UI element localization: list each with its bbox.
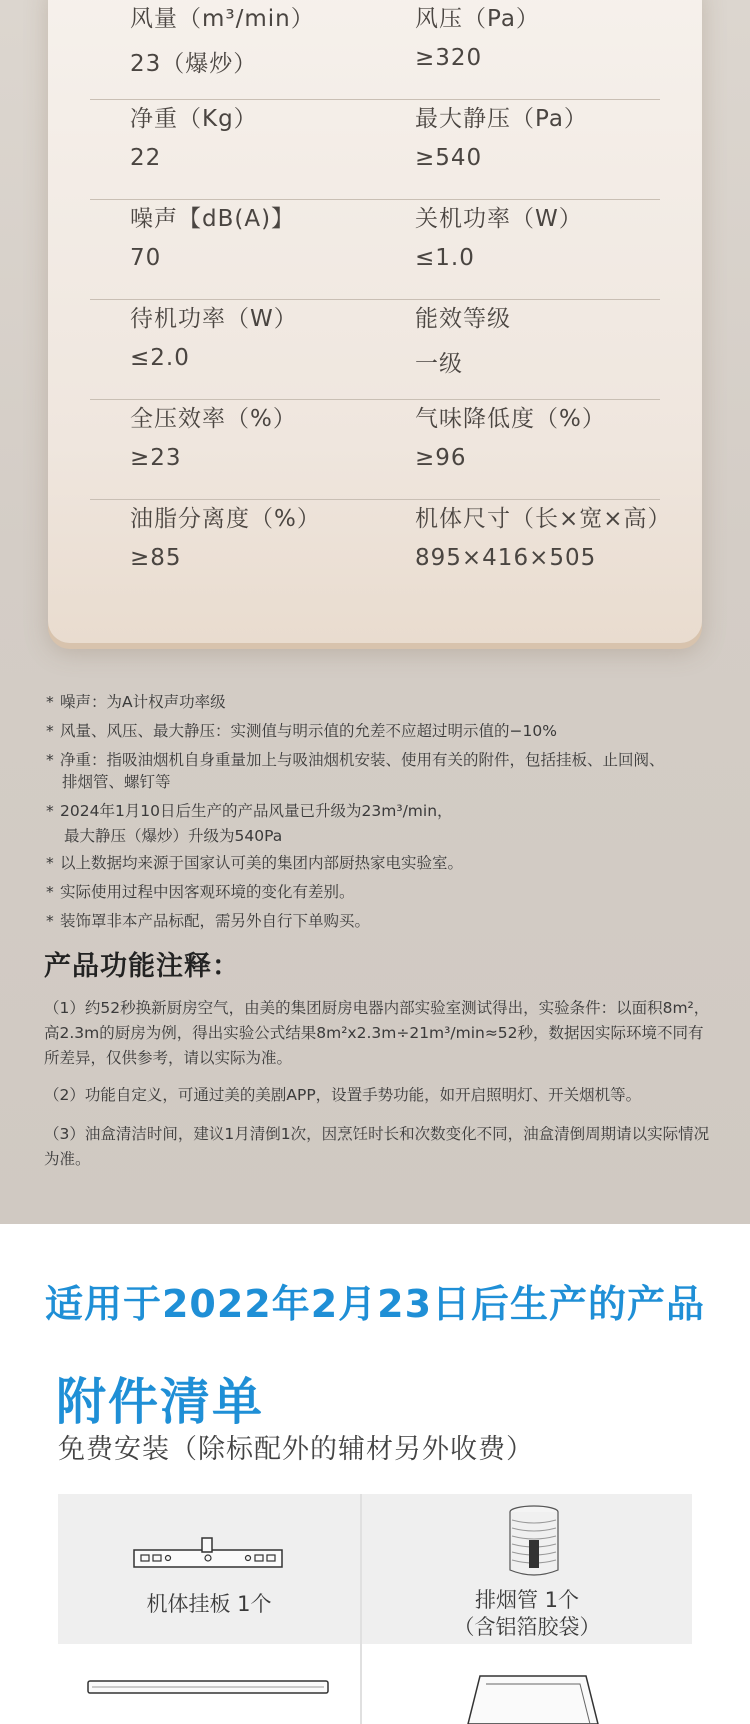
spec-value: ≥23 — [130, 445, 182, 471]
footnote: * 风量、风压、最大静压：实测值与明示值的允差不应超过明示值的−10% — [46, 722, 557, 740]
footnote: * 实际使用过程中因客观环境的变化有差别。 — [46, 883, 355, 901]
spec-label: 油脂分离度（%） — [130, 506, 321, 532]
spec-label: 净重（Kg） — [130, 106, 258, 132]
spec-value: ≥540 — [415, 145, 483, 171]
spec-label: 全压效率（%） — [130, 406, 297, 432]
spec-card — [48, 0, 702, 643]
strip-bar-icon — [58, 1654, 360, 1724]
function-note: （3）油盒清洁时间，建议1月清倒1次，因烹饪时长和次数变化不同，油盒清倒周期请以实际情况为准。 — [44, 1125, 710, 1168]
footnote-continued: 最大静压（爆炒）升级为540Pa — [64, 827, 283, 845]
footnote: * 装饰罩非本产品标配，需另外自行下单购买。 — [46, 912, 371, 930]
spec-value: ≤1.0 — [415, 245, 475, 271]
footnote: * 2024年1月10日后生产的产品风量已升级为23m³/min， — [46, 802, 453, 820]
spec-label: 待机功率（W） — [130, 306, 298, 332]
spec-cell — [130, 400, 415, 471]
wall-bracket-icon — [58, 1494, 360, 1644]
spec-row — [90, 300, 660, 400]
footnote-continued: 排烟管、螺钉等 — [62, 773, 171, 791]
spec-value: 22 — [130, 145, 162, 171]
spec-cell — [130, 0, 415, 78]
spec-row — [90, 400, 660, 500]
function-notes-title: 产品功能注释： — [44, 951, 240, 982]
spec-label: 风压（Pa） — [415, 6, 540, 32]
footnote: * 净重：指吸油烟机自身重量加上与吸油烟机安装、使用有关的附件，包括挂板、止回阀、 — [46, 751, 665, 769]
spec-cell — [130, 300, 415, 371]
oil-tray-icon — [362, 1654, 692, 1724]
spec-label: 能效等级 — [415, 306, 511, 332]
spec-label: 机体尺寸（长×宽×高） — [415, 506, 672, 532]
spec-cell — [130, 200, 415, 271]
accessory-item — [58, 1494, 360, 1644]
spec-label: 风量（m³/min） — [130, 6, 315, 32]
accessory-name: 机体挂板 1个 — [146, 1592, 272, 1616]
spec-cell — [415, 300, 700, 378]
accessories-title: 附件清单 — [56, 1373, 264, 1431]
spec-value: 一级 — [415, 351, 463, 377]
spec-value: ≤2.0 — [130, 345, 190, 371]
accessory-item — [362, 1494, 692, 1644]
spec-cell — [415, 0, 700, 71]
spec-value: 23（爆炒） — [130, 51, 258, 77]
spec-label: 最大静压（Pa） — [415, 106, 588, 132]
spec-row — [90, 0, 660, 100]
spec-row — [90, 500, 672, 600]
footnote: * 以上数据均来源于国家认可美的集团内部厨热家电实验室。 — [46, 854, 464, 872]
spec-label: 关机功率（W） — [415, 206, 583, 232]
applies-title: 适用于2022年2月23日后生产的产品 — [44, 1282, 706, 1326]
footnote: * 噪声：为A计权声功率级 — [46, 693, 226, 711]
spec-row — [90, 100, 660, 200]
spec-cell — [130, 500, 415, 571]
spec-cell — [415, 100, 700, 171]
accessory-note: （含铝箔胶袋） — [453, 1615, 601, 1639]
spec-value: ≥85 — [130, 545, 182, 571]
function-note: （2）功能自定义，可通过美的美剧APP，设置手势功能，如开启照明灯、开关烟机等。 — [44, 1086, 642, 1104]
accessory-grid — [58, 1494, 692, 1724]
spec-label: 气味降低度（%） — [415, 406, 606, 432]
spec-cell — [415, 500, 700, 571]
spec-value: 895×416×505 — [415, 545, 597, 571]
spec-cell — [130, 100, 415, 171]
spec-value: 70 — [130, 245, 162, 271]
spec-cell — [415, 200, 700, 271]
spec-cell — [415, 400, 700, 471]
spec-label: 噪声【dB(A)】 — [130, 206, 296, 232]
spec-value: ≥320 — [415, 45, 483, 71]
accessory-name: 排烟管 1个 — [474, 1588, 580, 1612]
accessories-subtitle: 免费安装（除标配外的辅材另外收费） — [58, 1434, 534, 1465]
spec-row — [90, 200, 660, 300]
function-note: （1）约52秒换新厨房空气，由美的集团厨房电器内部实验室测试得出，实验条件：以面积8m²，高2.3m的厨房为例，得出实验公式结果8m²x2.3m÷21m³/min≈52秒，数据因实际环境不同有所差异，仅供参考，请以实际为准。 — [44, 999, 710, 1067]
spec-value: ≥96 — [415, 445, 467, 471]
footnotes — [46, 688, 736, 936]
